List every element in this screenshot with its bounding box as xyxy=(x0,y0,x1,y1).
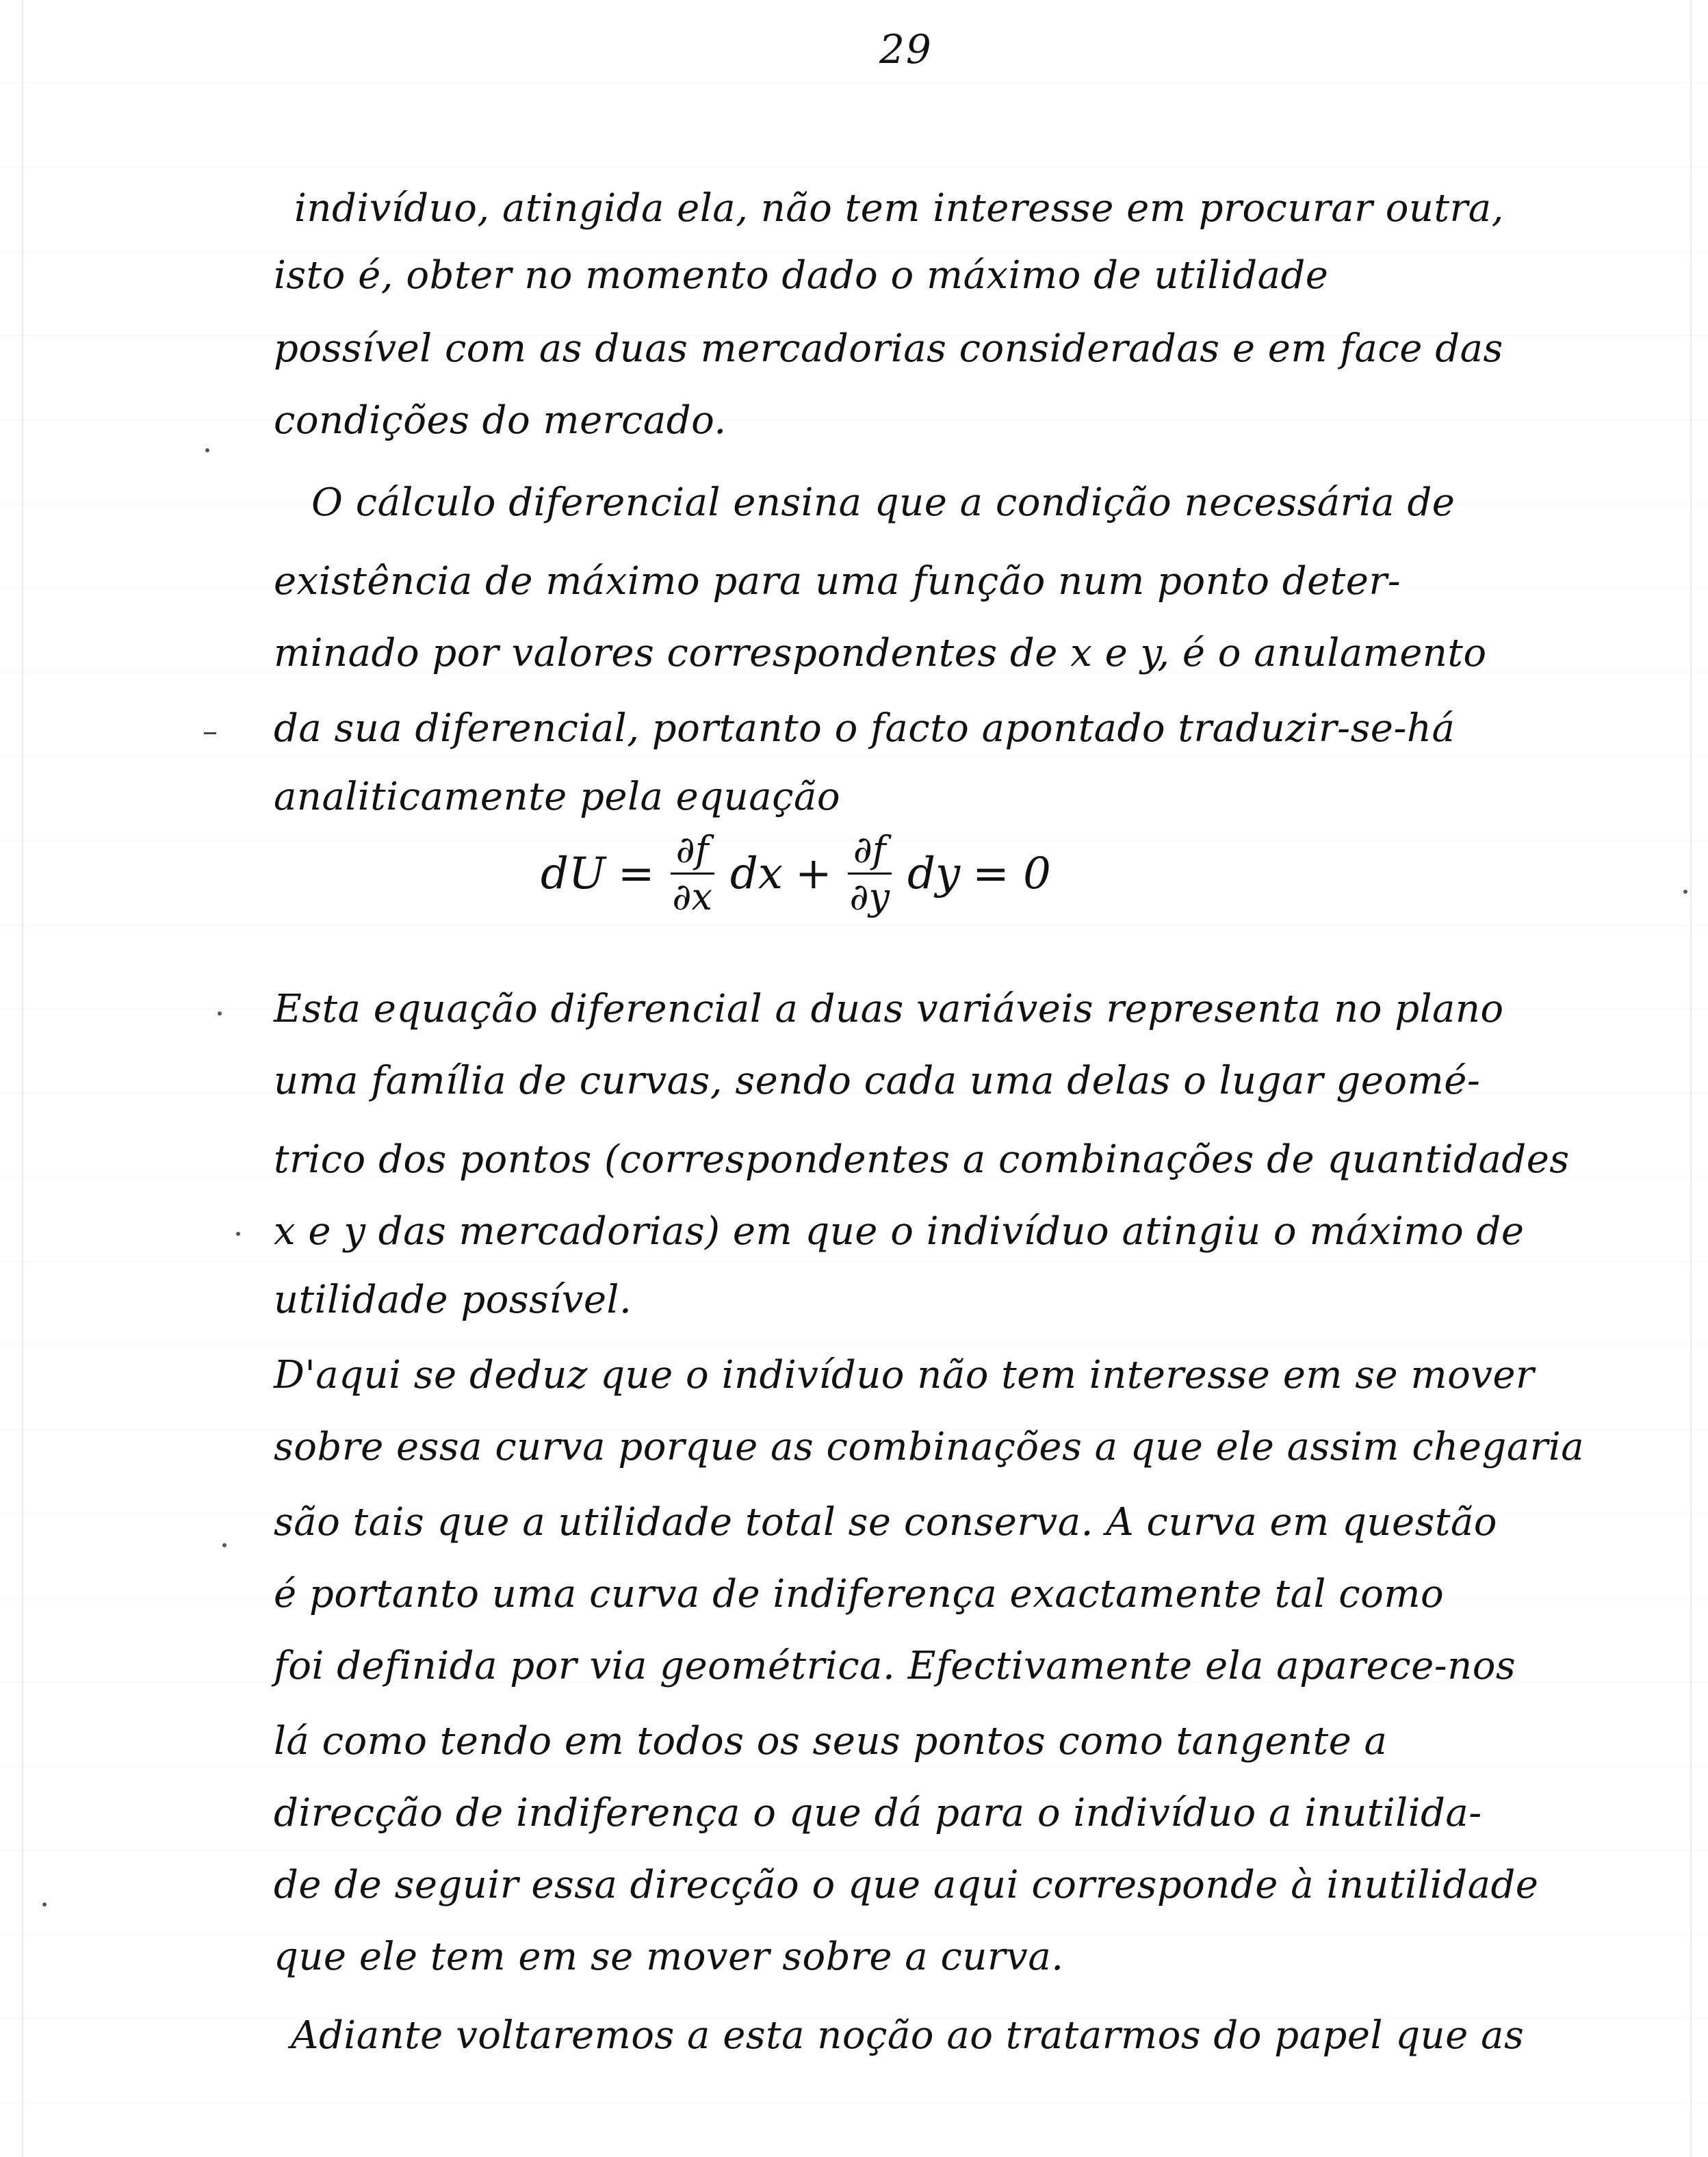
text-line: indivíduo, atingida ela, não tem interesse em procurar outra, xyxy=(294,186,1504,231)
equation-plus: + xyxy=(794,848,832,899)
text-line: minado por valores correspondentes de x e y, é o anulamento xyxy=(274,631,1487,675)
margin-mark xyxy=(42,1902,47,1907)
text-line: analiticamente pela equação xyxy=(274,775,841,819)
margin-mark xyxy=(204,732,216,734)
equation-lhs: dU xyxy=(541,848,606,899)
left-edge-shadow xyxy=(22,0,23,2157)
equation-equals: = xyxy=(617,848,655,899)
fraction-denominator: ∂x xyxy=(672,875,712,918)
equation-differential-y: dy xyxy=(907,848,961,899)
differential-equation xyxy=(541,828,1051,918)
partial-fraction-x xyxy=(667,828,718,918)
fraction-numerator: ∂f xyxy=(848,831,892,875)
right-edge-shadow xyxy=(1690,0,1692,2157)
text-line: da sua diferencial, portanto o facto apontado traduzir-se-há xyxy=(274,706,1455,751)
text-line: Adiante voltaremos a esta noção ao tratarmos do papel que as xyxy=(291,2013,1525,2058)
text-line: sobre essa curva porque as combinações a que ele assim chegaria xyxy=(274,1425,1585,1469)
text-line: condições do mercado. xyxy=(274,398,727,443)
margin-mark xyxy=(1683,890,1687,894)
margin-mark xyxy=(218,1011,222,1016)
text-line: x e y das mercadorias) em que o indivíduo atingiu o máximo de xyxy=(274,1209,1525,1254)
fraction-numerator: ∂f xyxy=(671,831,714,875)
text-line: existência de máximo para uma função num ponto deter- xyxy=(274,559,1401,604)
text-line: utilidade possível. xyxy=(274,1278,632,1322)
text-line: que ele tem em se mover sobre a curva. xyxy=(274,1935,1064,1979)
text-line: O cálculo diferencial ensina que a condição necessária de xyxy=(311,480,1455,525)
equation-differential-x: dx xyxy=(729,848,783,899)
text-line: é portanto uma curva de indiferença exactamente tal como xyxy=(274,1572,1445,1616)
text-line: lá como tendo em todos os seus pontos como tangente a xyxy=(274,1719,1388,1764)
text-line: possível com as duas mercadorias consideradas e em face das xyxy=(274,326,1503,371)
margin-mark xyxy=(222,1543,227,1547)
text-line: trico dos pontos (correspondentes a combinações de quantidades xyxy=(274,1137,1570,1182)
margin-mark xyxy=(236,1232,240,1236)
text-line: direcção de indiferença o que dá para o indivíduo a inutilida- xyxy=(274,1791,1482,1835)
page-number: 29 xyxy=(879,26,933,73)
margin-mark xyxy=(205,448,209,452)
text-line: foi definida por via geométrica. Efectivamente ela aparece-nos xyxy=(274,1644,1516,1688)
equation-rhs: = 0 xyxy=(972,848,1051,899)
text-line: de de seguir essa direcção o que aqui corresponde à inutilidade xyxy=(274,1863,1539,1907)
text-line: D'aqui se deduz que o indivíduo não tem interesse em se mover xyxy=(274,1353,1535,1397)
text-line: são tais que a utilidade total se conserva. A curva em questão xyxy=(274,1500,1497,1545)
text-line: uma família de curvas, sendo cada uma delas o lugar geomé- xyxy=(274,1059,1481,1103)
text-line: Esta equação diferencial a duas variáveis representa no plano xyxy=(274,987,1504,1031)
partial-fraction-y xyxy=(844,828,895,918)
text-line: isto é, obter no momento dado o máximo de utilidade xyxy=(274,253,1329,298)
fraction-denominator: ∂y xyxy=(849,875,890,918)
